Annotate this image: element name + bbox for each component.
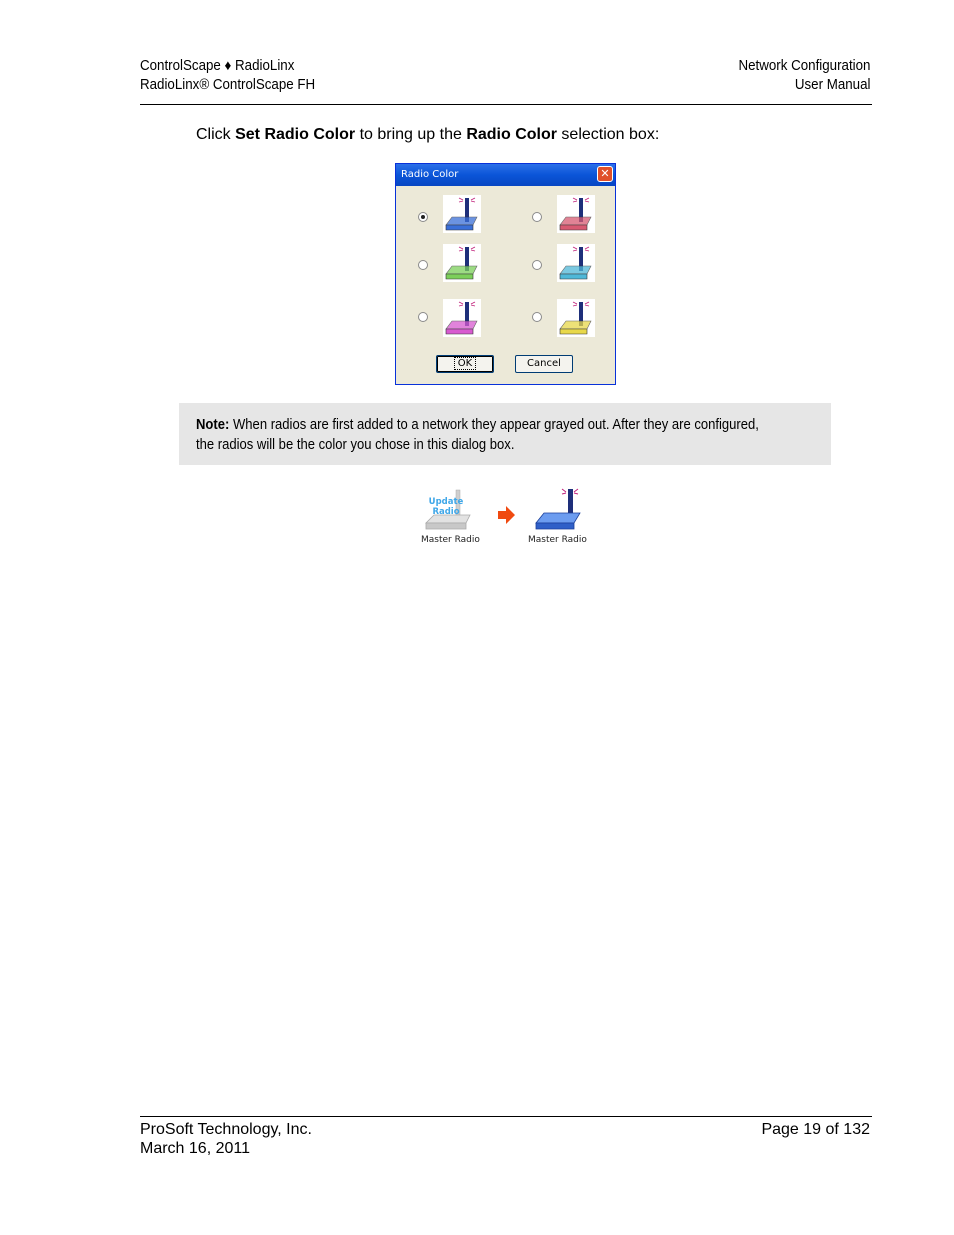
header-right — [738, 57, 870, 95]
radio-device-icon[interactable] — [557, 195, 595, 233]
intro-radio-color: Radio Color — [466, 126, 557, 143]
radio-device-icon[interactable] — [557, 244, 595, 282]
color-option-radio[interactable] — [532, 260, 542, 270]
dialog-titlebar[interactable] — [396, 164, 615, 186]
intro-set-radio-color: Set Radio Color — [235, 126, 356, 143]
header-left — [140, 57, 315, 95]
footer-date: March 16, 2011 — [140, 1140, 250, 1157]
dialog-title: Radio Color — [401, 169, 459, 180]
intro-prefix: Click — [196, 126, 236, 143]
radio-color-dialog — [395, 163, 616, 385]
note-text — [196, 415, 808, 455]
configured-radio-icon — [530, 485, 590, 533]
color-option-radio[interactable] — [418, 212, 428, 222]
radio-device-icon[interactable] — [443, 195, 481, 233]
header-divider — [140, 104, 872, 105]
radio-device-icon[interactable] — [557, 299, 595, 337]
footer-page-number: Page 19 of 132 — [761, 1121, 870, 1138]
update-radio-label — [424, 497, 468, 517]
cancel-button[interactable]: Cancel — [515, 355, 573, 373]
arrow-right-icon — [498, 506, 516, 524]
master-radio-before-label: Master Radio — [421, 535, 480, 545]
intro-paragraph — [196, 125, 659, 145]
update-line2: Radio — [432, 507, 460, 517]
intro-suffix: selection box: — [556, 126, 660, 143]
color-option-radio[interactable] — [532, 212, 542, 222]
color-option-radio[interactable] — [418, 312, 428, 322]
ok-label: OK — [455, 358, 475, 369]
close-button[interactable] — [597, 166, 613, 182]
radio-device-icon[interactable] — [443, 299, 481, 337]
footer-divider — [140, 1116, 872, 1117]
ok-button[interactable] — [436, 355, 494, 373]
color-option-radio[interactable] — [532, 312, 542, 322]
footer-left — [140, 1120, 312, 1158]
radio-device-icon[interactable] — [443, 244, 481, 282]
header-section: Network Configuration — [738, 58, 870, 74]
intro-middle: to bring up the — [355, 126, 467, 143]
note-line1: When radios are first added to a network they appear grayed out. After they are configured, — [229, 417, 759, 433]
footer-company: ProSoft Technology, Inc. — [140, 1121, 312, 1138]
note-line2: the radios will be the color you chose in this dialog box. — [196, 437, 515, 453]
close-icon: ✕ — [600, 167, 610, 180]
master-radio-after-label: Master Radio — [528, 535, 587, 545]
note-label: Note: — [196, 417, 230, 433]
header-product: ControlScape ♦ RadioLinx — [140, 58, 295, 74]
color-option-radio[interactable] — [418, 260, 428, 270]
header-subproduct: RadioLinx® ControlScape FH — [140, 77, 316, 93]
note-box — [179, 403, 831, 465]
update-line1: Update — [428, 497, 464, 507]
header-doc-type: User Manual — [794, 77, 870, 93]
